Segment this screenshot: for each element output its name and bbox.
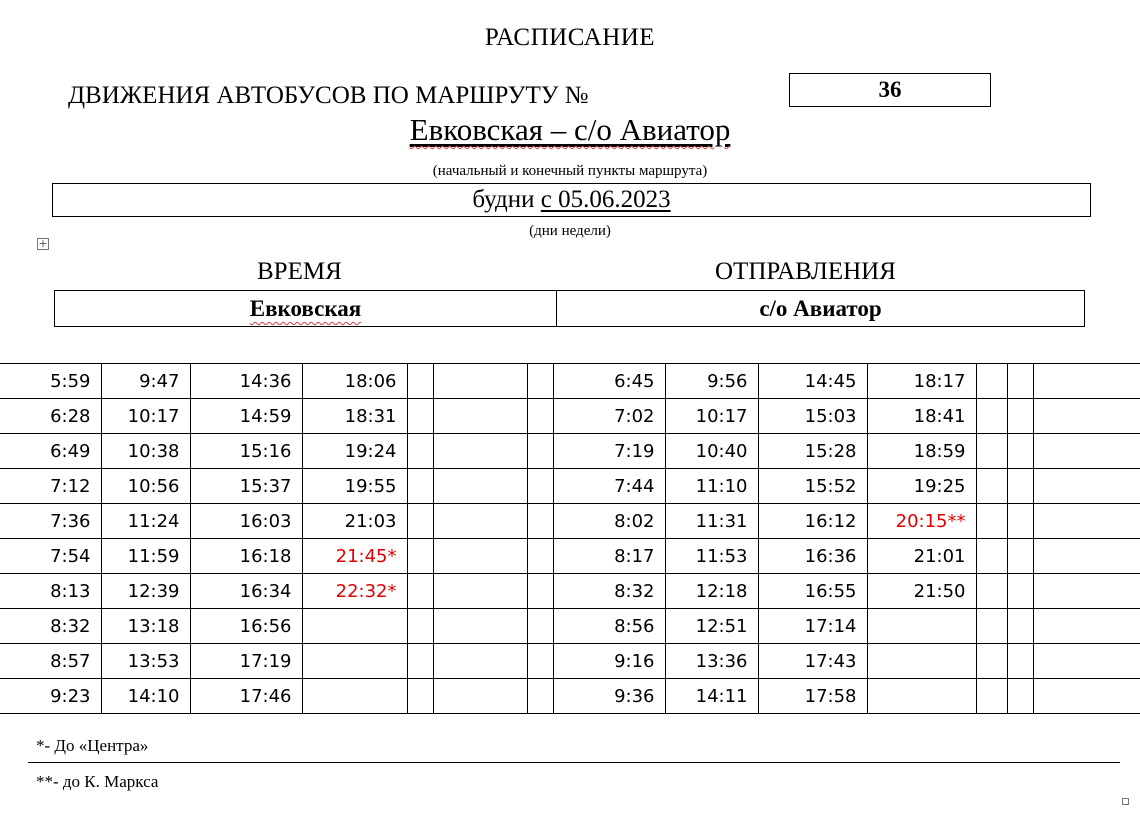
time-cell: 6:49: [0, 434, 101, 469]
time-cell: [302, 609, 407, 644]
time-cell: [527, 539, 553, 574]
time-cell: [1007, 364, 1033, 399]
table-move-handle-icon[interactable]: +: [38, 237, 48, 250]
time-cell: 8:02: [553, 504, 665, 539]
time-cell: 21:50: [867, 574, 976, 609]
time-cell: 15:16: [190, 434, 302, 469]
time-cell: [433, 364, 527, 399]
time-cell: [527, 399, 553, 434]
time-cell: 17:43: [758, 644, 867, 679]
time-cell: 8:32: [553, 574, 665, 609]
time-cell: 15:28: [758, 434, 867, 469]
time-cell: 7:02: [553, 399, 665, 434]
time-cell: [1033, 364, 1140, 399]
time-cell: [976, 399, 1007, 434]
stop-left: Евковская: [249, 296, 362, 321]
time-cell: 15:03: [758, 399, 867, 434]
time-cell: [976, 364, 1007, 399]
time-cell: [1033, 434, 1140, 469]
time-cell: 8:17: [553, 539, 665, 574]
days-prefix: будни: [472, 186, 541, 213]
table-row: [0, 399, 1140, 434]
time-cell: [867, 679, 976, 714]
time-cell: 18:17: [867, 364, 976, 399]
time-cell: 9:56: [665, 364, 758, 399]
time-cell: 10:40: [665, 434, 758, 469]
table-row: [0, 574, 1140, 609]
stops-header: [54, 290, 1085, 327]
time-cell: [433, 644, 527, 679]
stop-right-cell: [557, 291, 1084, 326]
time-cell: 19:25: [867, 469, 976, 504]
table-row: [0, 644, 1140, 679]
time-cell: [407, 504, 433, 539]
time-cell: 5:59: [0, 364, 101, 399]
time-cell: [976, 434, 1007, 469]
time-cell: [407, 609, 433, 644]
time-cell: [433, 679, 527, 714]
time-cell: [1007, 469, 1033, 504]
time-cell: 9:36: [553, 679, 665, 714]
time-cell: 7:44: [553, 469, 665, 504]
timetable: [0, 363, 1140, 714]
time-cell: 16:55: [758, 574, 867, 609]
time-cell: [1007, 399, 1033, 434]
time-cell: 7:36: [0, 504, 101, 539]
time-cell: 15:52: [758, 469, 867, 504]
time-cell: [407, 364, 433, 399]
time-cell: 10:17: [665, 399, 758, 434]
time-cell: [1007, 434, 1033, 469]
stop-left-cell: [55, 291, 557, 326]
timetable-body: [0, 364, 1140, 714]
time-cell: 21:01: [867, 539, 976, 574]
time-cell: [976, 609, 1007, 644]
time-cell: 14:45: [758, 364, 867, 399]
time-cell: [433, 539, 527, 574]
time-cell: 14:36: [190, 364, 302, 399]
time-cell: 12:51: [665, 609, 758, 644]
route-number: 36: [789, 73, 991, 107]
time-cell: 7:19: [553, 434, 665, 469]
time-cell: 17:46: [190, 679, 302, 714]
time-cell: 11:59: [101, 539, 190, 574]
time-cell: [976, 539, 1007, 574]
time-cell: [527, 469, 553, 504]
time-cell: 19:24: [302, 434, 407, 469]
time-cell: [407, 434, 433, 469]
time-cell: [527, 364, 553, 399]
time-cell: [527, 679, 553, 714]
time-cell: 8:57: [0, 644, 101, 679]
time-cell: 21:45*: [302, 539, 407, 574]
table-row: [0, 434, 1140, 469]
time-cell: 16:18: [190, 539, 302, 574]
time-cell: [1033, 609, 1140, 644]
footnote-divider: [28, 762, 1120, 763]
time-cell: [976, 644, 1007, 679]
time-cell: [1007, 539, 1033, 574]
time-cell: 16:03: [190, 504, 302, 539]
time-cell: 13:53: [101, 644, 190, 679]
table-row: [0, 679, 1140, 714]
time-cell: 10:56: [101, 469, 190, 504]
table-row: [0, 609, 1140, 644]
time-cell: [1007, 679, 1033, 714]
table-row: [0, 504, 1140, 539]
time-cell: 7:12: [0, 469, 101, 504]
time-cell: [433, 469, 527, 504]
header-word-time: ВРЕМЯ: [257, 258, 342, 285]
time-cell: [527, 574, 553, 609]
time-cell: 8:32: [0, 609, 101, 644]
time-cell: 16:56: [190, 609, 302, 644]
time-cell: [1033, 539, 1140, 574]
time-cell: 8:56: [553, 609, 665, 644]
stop-right: с/о Авиатор: [759, 296, 882, 321]
table-row: [0, 539, 1140, 574]
time-cell: 21:03: [302, 504, 407, 539]
time-cell: 11:10: [665, 469, 758, 504]
time-cell: 14:10: [101, 679, 190, 714]
document-title: РАСПИСАНИЕ: [484, 24, 656, 51]
time-cell: 16:34: [190, 574, 302, 609]
resize-handle-icon[interactable]: [1122, 798, 1129, 805]
time-cell: 13:36: [665, 644, 758, 679]
time-cell: 10:17: [101, 399, 190, 434]
time-cell: [302, 644, 407, 679]
time-cell: [1033, 644, 1140, 679]
time-cell: 14:59: [190, 399, 302, 434]
header-word-departure: ОТПРАВЛЕНИЯ: [715, 258, 896, 285]
document-subtitle: ДВИЖЕНИЯ АВТОБУСОВ ПО МАРШРУТУ №: [68, 82, 589, 109]
time-cell: [1033, 574, 1140, 609]
time-cell: [1033, 679, 1140, 714]
time-cell: 15:37: [190, 469, 302, 504]
time-cell: 9:47: [101, 364, 190, 399]
time-cell: 8:13: [0, 574, 101, 609]
time-cell: [527, 609, 553, 644]
time-cell: 18:31: [302, 399, 407, 434]
time-cell: [433, 399, 527, 434]
time-cell: [407, 539, 433, 574]
time-cell: 6:28: [0, 399, 101, 434]
footnote-double: **- до К. Маркса: [36, 772, 159, 791]
route-caption: (начальный и конечный пункты маршрута): [432, 163, 708, 179]
footnote-single: *- До «Центра»: [36, 736, 149, 755]
time-cell: [407, 679, 433, 714]
time-cell: 9:23: [0, 679, 101, 714]
time-cell: [1033, 469, 1140, 504]
route-name: [0, 112, 1140, 148]
time-cell: 14:11: [665, 679, 758, 714]
time-cell: [867, 609, 976, 644]
time-cell: [867, 644, 976, 679]
time-cell: 10:38: [101, 434, 190, 469]
days-caption: (дни недели): [529, 223, 611, 239]
time-cell: [433, 609, 527, 644]
days-box: [52, 183, 1091, 217]
time-cell: 18:41: [867, 399, 976, 434]
time-cell: 11:31: [665, 504, 758, 539]
time-cell: 13:18: [101, 609, 190, 644]
time-cell: 7:54: [0, 539, 101, 574]
table-row: [0, 364, 1140, 399]
time-cell: [976, 504, 1007, 539]
time-cell: [1033, 399, 1140, 434]
time-cell: [302, 679, 407, 714]
time-cell: [407, 574, 433, 609]
time-cell: 6:45: [553, 364, 665, 399]
time-cell: 22:32*: [302, 574, 407, 609]
time-cell: 11:24: [101, 504, 190, 539]
time-cell: [433, 504, 527, 539]
days-date: с 05.06.2023: [540, 186, 671, 213]
time-cell: [527, 504, 553, 539]
time-cell: 16:36: [758, 539, 867, 574]
time-cell: 9:16: [553, 644, 665, 679]
time-cell: [976, 574, 1007, 609]
time-cell: 17:19: [190, 644, 302, 679]
time-cell: 16:12: [758, 504, 867, 539]
time-cell: [407, 644, 433, 679]
time-cell: 17:58: [758, 679, 867, 714]
time-cell: 18:59: [867, 434, 976, 469]
time-cell: 17:14: [758, 609, 867, 644]
time-cell: 11:53: [665, 539, 758, 574]
time-cell: 19:55: [302, 469, 407, 504]
time-cell: [1007, 504, 1033, 539]
time-cell: [1007, 644, 1033, 679]
time-cell: 20:15**: [867, 504, 976, 539]
time-cell: [527, 644, 553, 679]
time-cell: [1007, 574, 1033, 609]
time-cell: [976, 469, 1007, 504]
route-name-text: Евковская – с/о Авиатор: [409, 112, 731, 147]
table-row: [0, 469, 1140, 504]
time-cell: 12:18: [665, 574, 758, 609]
time-cell: [527, 434, 553, 469]
time-cell: 12:39: [101, 574, 190, 609]
time-cell: [407, 399, 433, 434]
time-cell: [433, 574, 527, 609]
time-cell: 18:06: [302, 364, 407, 399]
time-cell: [976, 679, 1007, 714]
time-cell: [1007, 609, 1033, 644]
time-cell: [433, 434, 527, 469]
time-cell: [407, 469, 433, 504]
time-cell: [1033, 504, 1140, 539]
